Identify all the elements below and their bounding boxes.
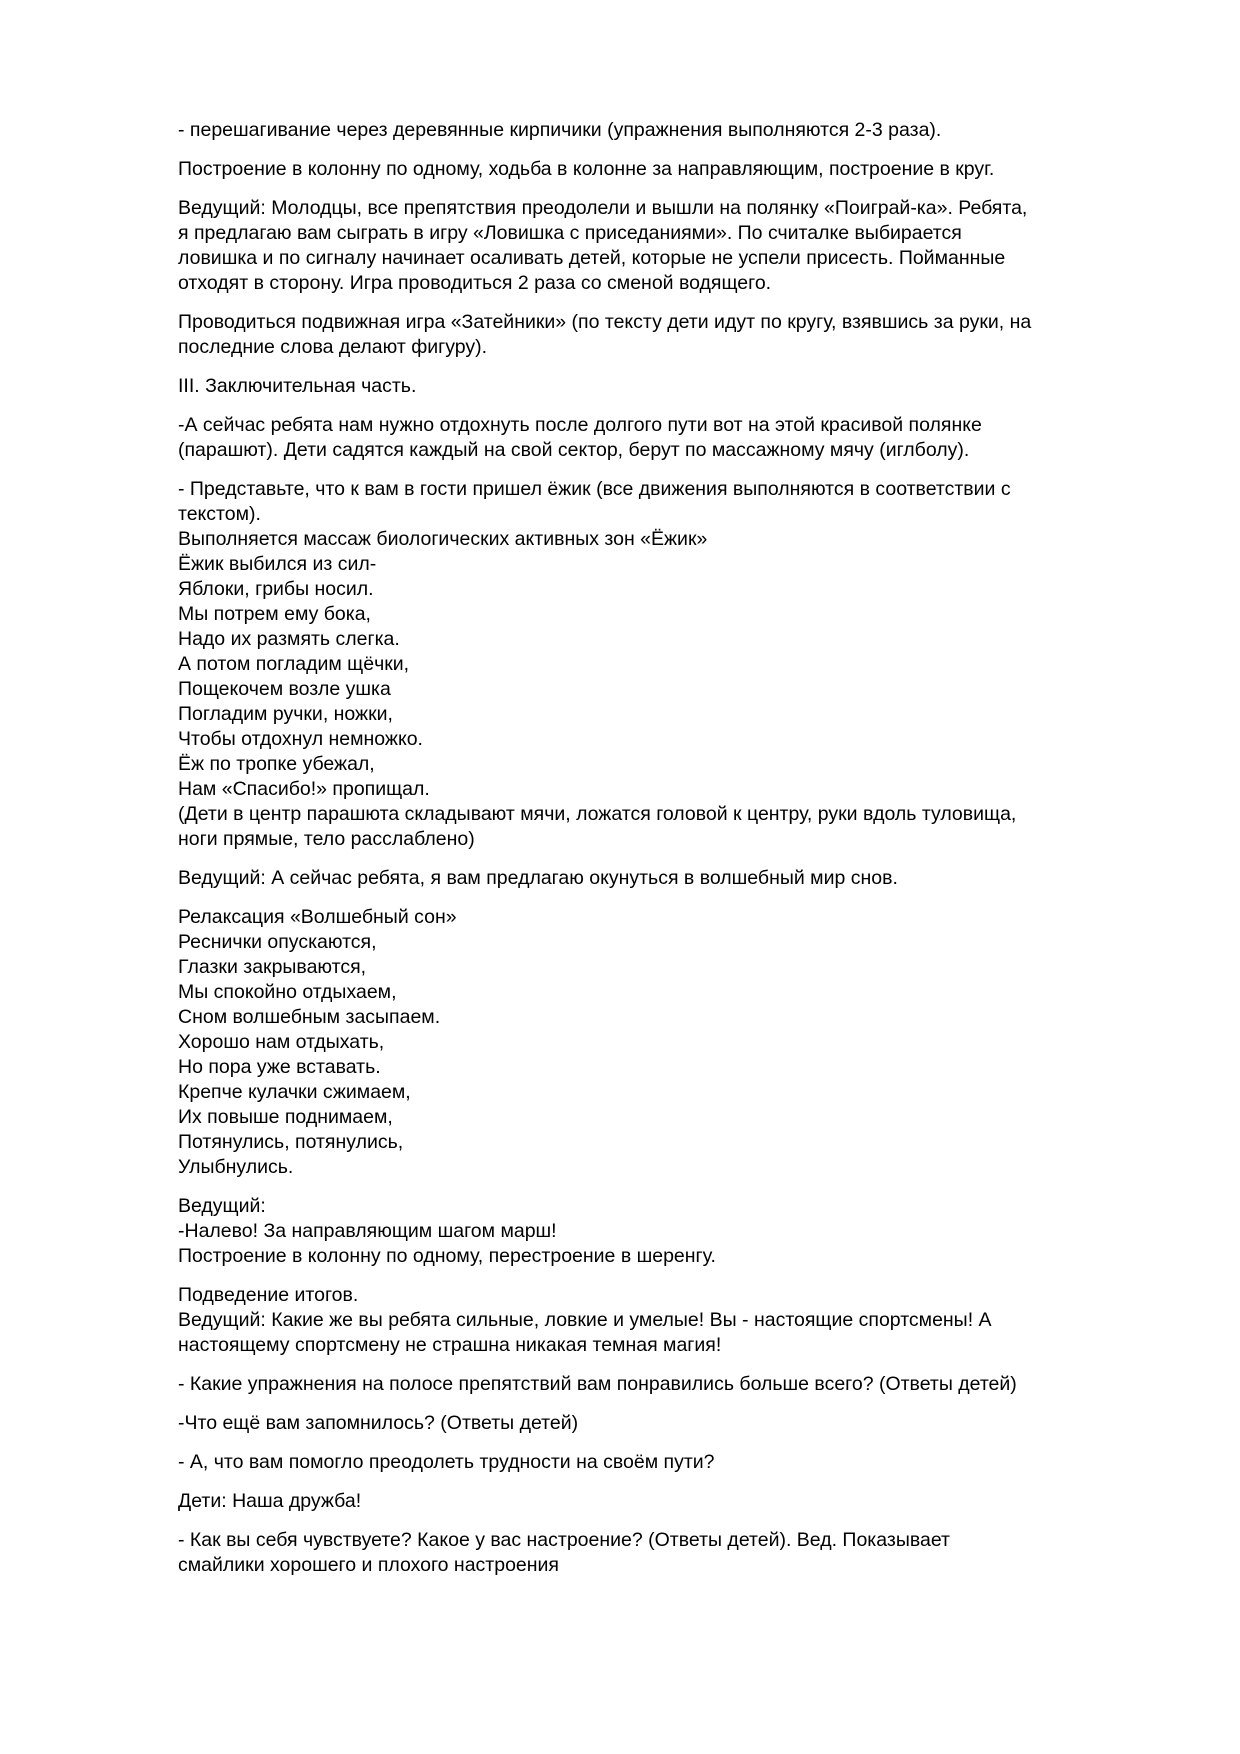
- text-line: Крепче кулачки сжимаем,: [178, 1081, 411, 1103]
- text-line: Выполняется массаж биологических активных зон «Ёжик»: [178, 528, 708, 550]
- paragraph: [178, 1194, 1128, 1269]
- text-line: Яблоки, грибы носил.: [178, 578, 374, 600]
- text-line: -Что ещё вам запомнилось? (Ответы детей): [178, 1412, 579, 1434]
- text-line: Надо их размять слегка.: [178, 628, 400, 650]
- text-line: Потянулись, потянулись,: [178, 1131, 404, 1153]
- text-line: Релаксация «Волшебный сон»: [178, 906, 457, 928]
- text-line: Пощекочем возле ушка: [178, 678, 391, 700]
- paragraph: [178, 1283, 1128, 1358]
- document-page: [178, 118, 1128, 1592]
- paragraph: [178, 866, 1128, 891]
- text-line: III. Заключительная часть.: [178, 375, 417, 397]
- text-line: я предлагаю вам сыграть в игру «Ловишка с приседаниями». По считалке выбирается: [178, 222, 962, 244]
- text-line: Подведение итогов.: [178, 1284, 359, 1306]
- text-line: Хорошо нам отдыхать,: [178, 1031, 385, 1053]
- text-line: Но пора уже вставать.: [178, 1056, 381, 1078]
- text-line: отходят в сторону. Игра проводиться 2 раза со сменой водящего.: [178, 272, 772, 294]
- paragraph: [178, 1528, 1128, 1578]
- text-line: Мы потрем ему бока,: [178, 603, 371, 625]
- text-line: А потом погладим щёчки,: [178, 653, 410, 675]
- paragraph: [178, 1372, 1128, 1397]
- text-line: Сном волшебным засыпаем.: [178, 1006, 441, 1028]
- text-line: Нам «Спасибо!» пропищал.: [178, 778, 430, 800]
- text-line: Погладим ручки, ножки,: [178, 703, 393, 725]
- text-line: Ведущий:: [178, 1195, 266, 1217]
- text-line: - перешагивание через деревянные кирпичики (упражнения выполняются 2-3 раза).: [178, 119, 942, 141]
- text-line: Ведущий: Какие же вы ребята сильные, ловкие и умелые! Вы - настоящие спортсмены! А: [178, 1309, 992, 1331]
- paragraph: [178, 157, 1128, 182]
- paragraph: [178, 118, 1128, 143]
- text-line: -Налево! За направляющим шагом марш!: [178, 1220, 557, 1242]
- text-line: ловишка и по сигналу начинает осаливать детей, которые не успели присесть. Пойманные: [178, 247, 1006, 269]
- paragraph: [178, 905, 1128, 1180]
- text-line: Ведущий: Молодцы, все препятствия преодолели и вышли на полянку «Поиграй-ка». Ребята,: [178, 197, 1028, 219]
- paragraph: [178, 374, 1128, 399]
- text-line: Ведущий: А сейчас ребята, я вам предлагаю окунуться в волшебный мир снов.: [178, 867, 898, 889]
- text-line: Дети: Наша дружба!: [178, 1490, 362, 1512]
- text-line: - Как вы себя чувствуете? Какое у вас настроение? (Ответы детей). Вед. Показывает: [178, 1529, 950, 1551]
- text-line: - А, что вам помогло преодолеть трудности на своём пути?: [178, 1451, 715, 1473]
- text-line: Чтобы отдохнул немножко.: [178, 728, 423, 750]
- text-line: текстом).: [178, 503, 261, 525]
- text-line: смайлики хорошего и плохого настроения: [178, 1554, 559, 1576]
- paragraph: [178, 413, 1128, 463]
- text-line: - Представьте, что к вам в гости пришел ёжик (все движения выполняются в соответствии с: [178, 478, 1011, 500]
- paragraph: [178, 1489, 1128, 1514]
- text-line: Улыбнулись.: [178, 1156, 294, 1178]
- text-line: (Дети в центр парашюта складывают мячи, ложатся головой к центру, руки вдоль туловища,: [178, 803, 1017, 825]
- text-line: Глазки закрываются,: [178, 956, 367, 978]
- paragraph: [178, 477, 1128, 852]
- paragraph: [178, 196, 1128, 296]
- text-line: (парашют). Дети садятся каждый на свой сектор, берут по массажному мячу (иглболу).: [178, 439, 970, 461]
- text-line: последние слова делают фигуру).: [178, 336, 488, 358]
- text-line: Реснички опускаются,: [178, 931, 377, 953]
- text-line: Ёж по тропке убежал,: [178, 753, 375, 775]
- paragraph: [178, 1411, 1128, 1436]
- text-line: Построение в колонну по одному, перестроение в шеренгу.: [178, 1245, 716, 1267]
- text-line: Построение в колонну по одному, ходьба в колонне за направляющим, построение в круг.: [178, 158, 995, 180]
- text-line: Их повыше поднимаем,: [178, 1106, 393, 1128]
- text-line: - Какие упражнения на полосе препятствий вам понравились больше всего? (Ответы детей): [178, 1373, 1017, 1395]
- text-line: Проводиться подвижная игра «Затейники» (по тексту дети идут по кругу, взявшись за руки, на: [178, 311, 1032, 333]
- paragraph: [178, 1450, 1128, 1475]
- text-line: Ёжик выбился из сил-: [178, 553, 377, 575]
- paragraph: [178, 310, 1128, 360]
- text-line: -А сейчас ребята нам нужно отдохнуть после долгого пути вот на этой красивой полянке: [178, 414, 982, 436]
- text-line: настоящему спортсмену не страшна никакая темная магия!: [178, 1334, 722, 1356]
- text-line: Мы спокойно отдыхаем,: [178, 981, 397, 1003]
- text-line: ноги прямые, тело расслаблено): [178, 828, 475, 850]
